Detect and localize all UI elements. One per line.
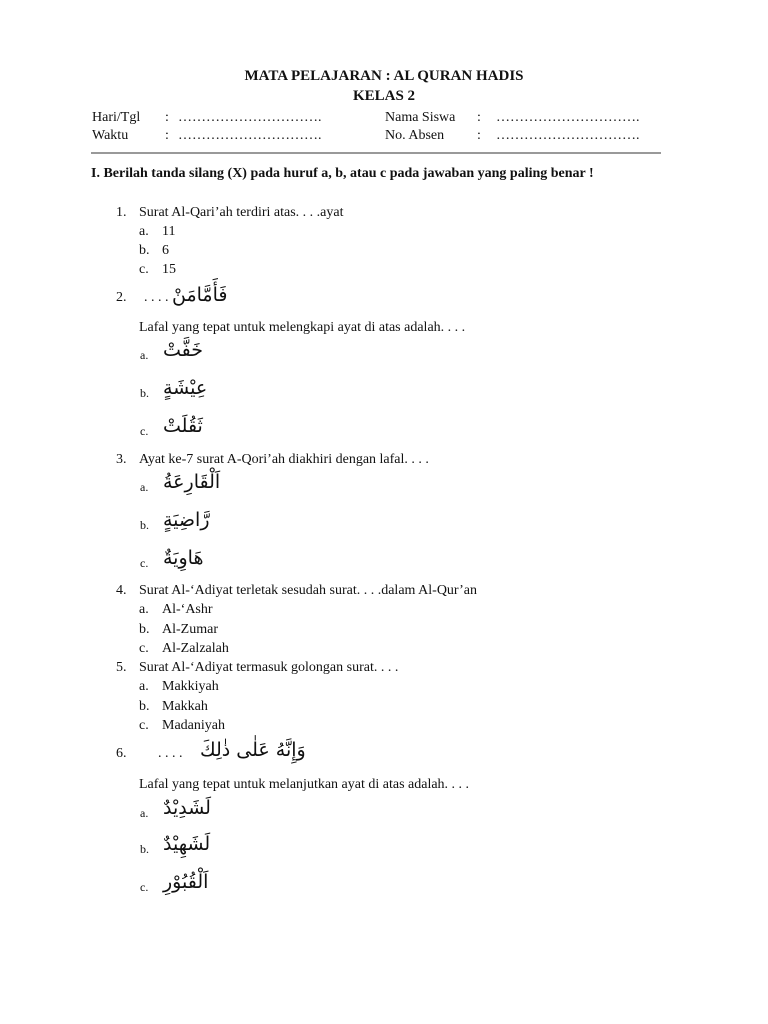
- question-6-number: 6.: [116, 746, 127, 761]
- question-5-number: 5.: [116, 660, 127, 675]
- date-sep: :: [165, 110, 169, 125]
- q1-option-a-text: 11: [162, 224, 176, 239]
- question-2-dots: . . . .: [144, 290, 169, 305]
- q3-option-a-letter[interactable]: a.: [140, 480, 149, 494]
- q4-option-a-letter[interactable]: a.: [139, 602, 149, 617]
- q1-option-b-text: 6: [162, 243, 169, 258]
- q2-option-a-arabic: خَفَّتْ: [163, 339, 204, 361]
- q5-option-b-letter[interactable]: b.: [139, 699, 150, 714]
- question-5-text: Surat Al-‘Adiyat termasuk golongan surat. . . .: [139, 660, 399, 675]
- time-label: Waktu: [92, 128, 129, 143]
- q4-option-c-letter[interactable]: c.: [139, 641, 149, 656]
- q2-option-a-letter[interactable]: a.: [140, 348, 149, 362]
- question-4-number: 4.: [116, 583, 127, 598]
- q2-option-c-arabic: ثَقُلَتْ: [163, 415, 203, 437]
- q3-option-b-letter[interactable]: b.: [140, 518, 149, 532]
- question-2-text: Lafal yang tepat untuk melengkapi ayat di atas adalah. . . .: [139, 320, 466, 335]
- q1-option-c-text: 15: [162, 262, 176, 277]
- class-title: KELAS 2: [352, 88, 416, 104]
- date-field[interactable]: ………………………….: [178, 110, 322, 125]
- question-3-text: Ayat ke-7 surat A-Qori’ah diakhiri dengan lafal. . . .: [139, 452, 429, 467]
- q1-option-b-letter[interactable]: b.: [139, 243, 150, 258]
- question-6-dots: . . . .: [158, 746, 183, 761]
- time-field[interactable]: ………………………….: [178, 128, 322, 143]
- q2-option-b-letter[interactable]: b.: [140, 386, 149, 400]
- q5-option-c-letter[interactable]: c.: [139, 718, 149, 733]
- q5-option-b-text: Makkah: [162, 699, 208, 714]
- q5-option-a-letter[interactable]: a.: [139, 679, 149, 694]
- question-1-text: Surat Al-Qari’ah terdiri atas. . . .ayat: [139, 205, 344, 220]
- question-2-arabic-verse: فَأَمَّامَنْ: [172, 284, 228, 306]
- q1-option-a-letter[interactable]: a.: [139, 224, 149, 239]
- q4-option-c-text: Al-Zalzalah: [162, 641, 229, 656]
- q4-option-b-letter[interactable]: b.: [139, 622, 150, 637]
- q3-option-b-arabic: رَّاضِيَةٍ: [163, 509, 210, 531]
- q2-option-c-letter[interactable]: c.: [140, 424, 149, 438]
- q5-option-c-text: Madaniyah: [162, 718, 225, 733]
- student-name-sep: :: [477, 110, 481, 125]
- question-2-number: 2.: [116, 290, 127, 305]
- q6-option-b-arabic: لَشَهِيْدٌ: [163, 833, 211, 855]
- question-3-number: 3.: [116, 452, 127, 467]
- q4-option-b-text: Al-Zumar: [162, 622, 218, 637]
- q6-option-c-arabic: اَلْقُبُوْرِ: [163, 871, 209, 893]
- date-label: Hari/Tgl: [92, 110, 141, 125]
- section-instruction: I. Berilah tanda silang (X) pada huruf a, b, atau c pada jawaban yang paling benar !: [91, 166, 594, 181]
- q6-option-b-letter[interactable]: b.: [140, 842, 149, 856]
- q5-option-a-text: Makkiyah: [162, 679, 219, 694]
- q4-option-a-text: Al-‘Ashr: [162, 602, 213, 617]
- question-6-arabic-verse: وَإِنَّهُ عَلٰى ذٰلِكَ: [200, 739, 306, 761]
- subject-title: MATA PELAJARAN : AL QURAN HADIS: [244, 68, 524, 84]
- absence-number-sep: :: [477, 128, 481, 143]
- absence-number-label: No. Absen: [385, 128, 445, 143]
- q6-option-c-letter[interactable]: c.: [140, 880, 149, 894]
- q6-option-a-arabic: لَشَدِيْدٌ: [163, 797, 211, 819]
- time-sep: :: [165, 128, 169, 143]
- student-name-label: Nama Siswa: [385, 110, 456, 125]
- absence-number-field[interactable]: ………………………….: [496, 128, 640, 143]
- student-name-field[interactable]: ………………………….: [496, 110, 640, 125]
- question-4-text: Surat Al-‘Adiyat terletak sesudah surat. . . .dalam Al-Qur’an: [139, 583, 477, 598]
- q2-option-b-arabic: عِيْشَةٍ: [163, 377, 208, 399]
- question-6-text: Lafal yang tepat untuk melanjutkan ayat di atas adalah. . . .: [139, 777, 470, 792]
- header-divider: [91, 152, 661, 154]
- q6-option-a-letter[interactable]: a.: [140, 806, 149, 820]
- q3-option-c-arabic: هَاوِيَةٌ: [163, 547, 204, 569]
- q1-option-c-letter[interactable]: c.: [139, 262, 149, 277]
- q3-option-a-arabic: اَلْقَارِعَةُ: [163, 471, 221, 493]
- question-1-number: 1.: [116, 205, 127, 220]
- q3-option-c-letter[interactable]: c.: [140, 556, 149, 570]
